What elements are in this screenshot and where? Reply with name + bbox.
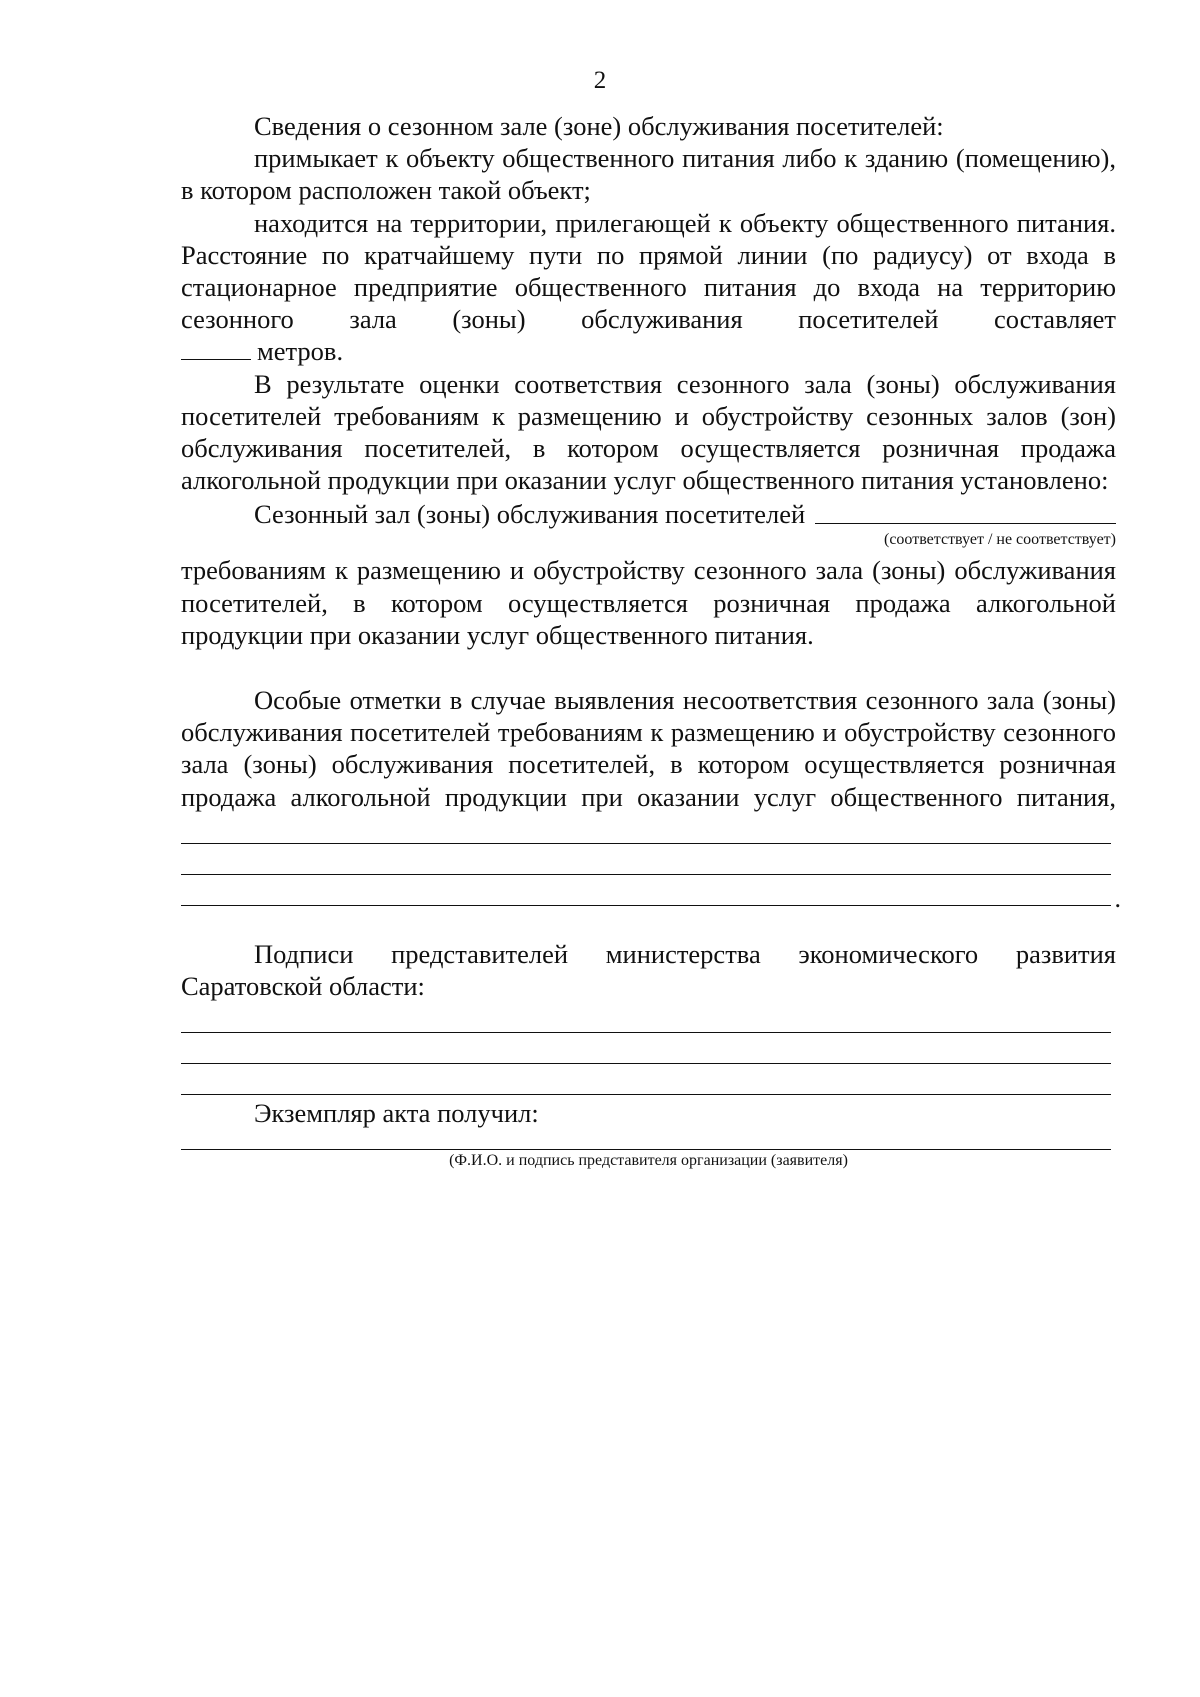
signature-line-3[interactable]	[181, 1064, 1111, 1095]
document-body	[181, 110, 1116, 1170]
page-number: 2	[593, 67, 607, 94]
signatures-label: Подписи представителей министерства экономического развития Саратовской области:	[181, 938, 1116, 1002]
section-title: Сведения о сезонном зале (зоне) обслуживания посетителей:	[254, 111, 944, 141]
receipt-line[interactable]	[181, 1129, 1111, 1150]
signature-lines	[181, 1002, 1111, 1095]
status-continuation: требованиям к размещению и обустройству сезонного зала (зоны) обслуживания посетителей, в котором осуществляется розничная продажа алкогольной продукции при оказании услуг общественного питания.	[181, 555, 1116, 650]
option-adjacent-territory: находится на территории, прилегающей к объекту общественного питания. Расстояние по кратчайшему пути по прямой линии (по радиусу) от входа в стационарное предприятие общественного питания до входа на территорию сезонного зала (зоны) обслуживания посетителей составляет	[181, 207, 1116, 335]
status-row	[181, 497, 1116, 530]
distance-blank[interactable]	[181, 341, 251, 360]
distance-row	[181, 335, 1116, 367]
option-adjacent: примыкает к объекту общественного питания либо к зданию (помещению), в котором расположен такой объект;	[181, 143, 1116, 206]
distance-unit: метров.	[257, 336, 344, 367]
receipt-label: Экземпляр акта получил:	[254, 1098, 539, 1129]
special-notes-text: Особые отметки в случае выявления несоответствия сезонного зала (зоны) обслуживания посетителей требованиям к размещению и обустройству сезонного зала (зоны) обслуживания посетителей, в котором осуществляется розничная продажа алкогольной продукции при оказании услуг общественного питания,	[181, 685, 1116, 812]
spacer	[181, 651, 1116, 684]
signature-line-2[interactable]	[181, 1033, 1111, 1064]
signature-line-1[interactable]	[181, 1002, 1111, 1033]
special-notes-lines	[181, 813, 1111, 906]
special-notes-line-1[interactable]	[181, 813, 1111, 844]
special-notes-line-3[interactable]	[181, 875, 1111, 906]
receipt-hint: (Ф.И.О. и подпись представителя организации (заявителя)	[449, 1152, 848, 1170]
status-label: Сезонный зал (зоны) обслуживания посетителей	[254, 499, 806, 530]
special-notes-line-2[interactable]	[181, 844, 1111, 875]
assessment-text: В результате оценки соответствия сезонного зала (зоны) обслуживания посетителей требованиям к размещению и обустройству сезонных залов (зон) обслуживания посетителей, в котором осуществляется розничная продажа алкогольной продукции при оказании услуг общественного питания установлено:	[181, 368, 1116, 496]
status-blank[interactable]	[815, 497, 1116, 524]
status-hint: (соответствует / не соответствует)	[884, 531, 1116, 549]
spacer	[181, 906, 1116, 938]
